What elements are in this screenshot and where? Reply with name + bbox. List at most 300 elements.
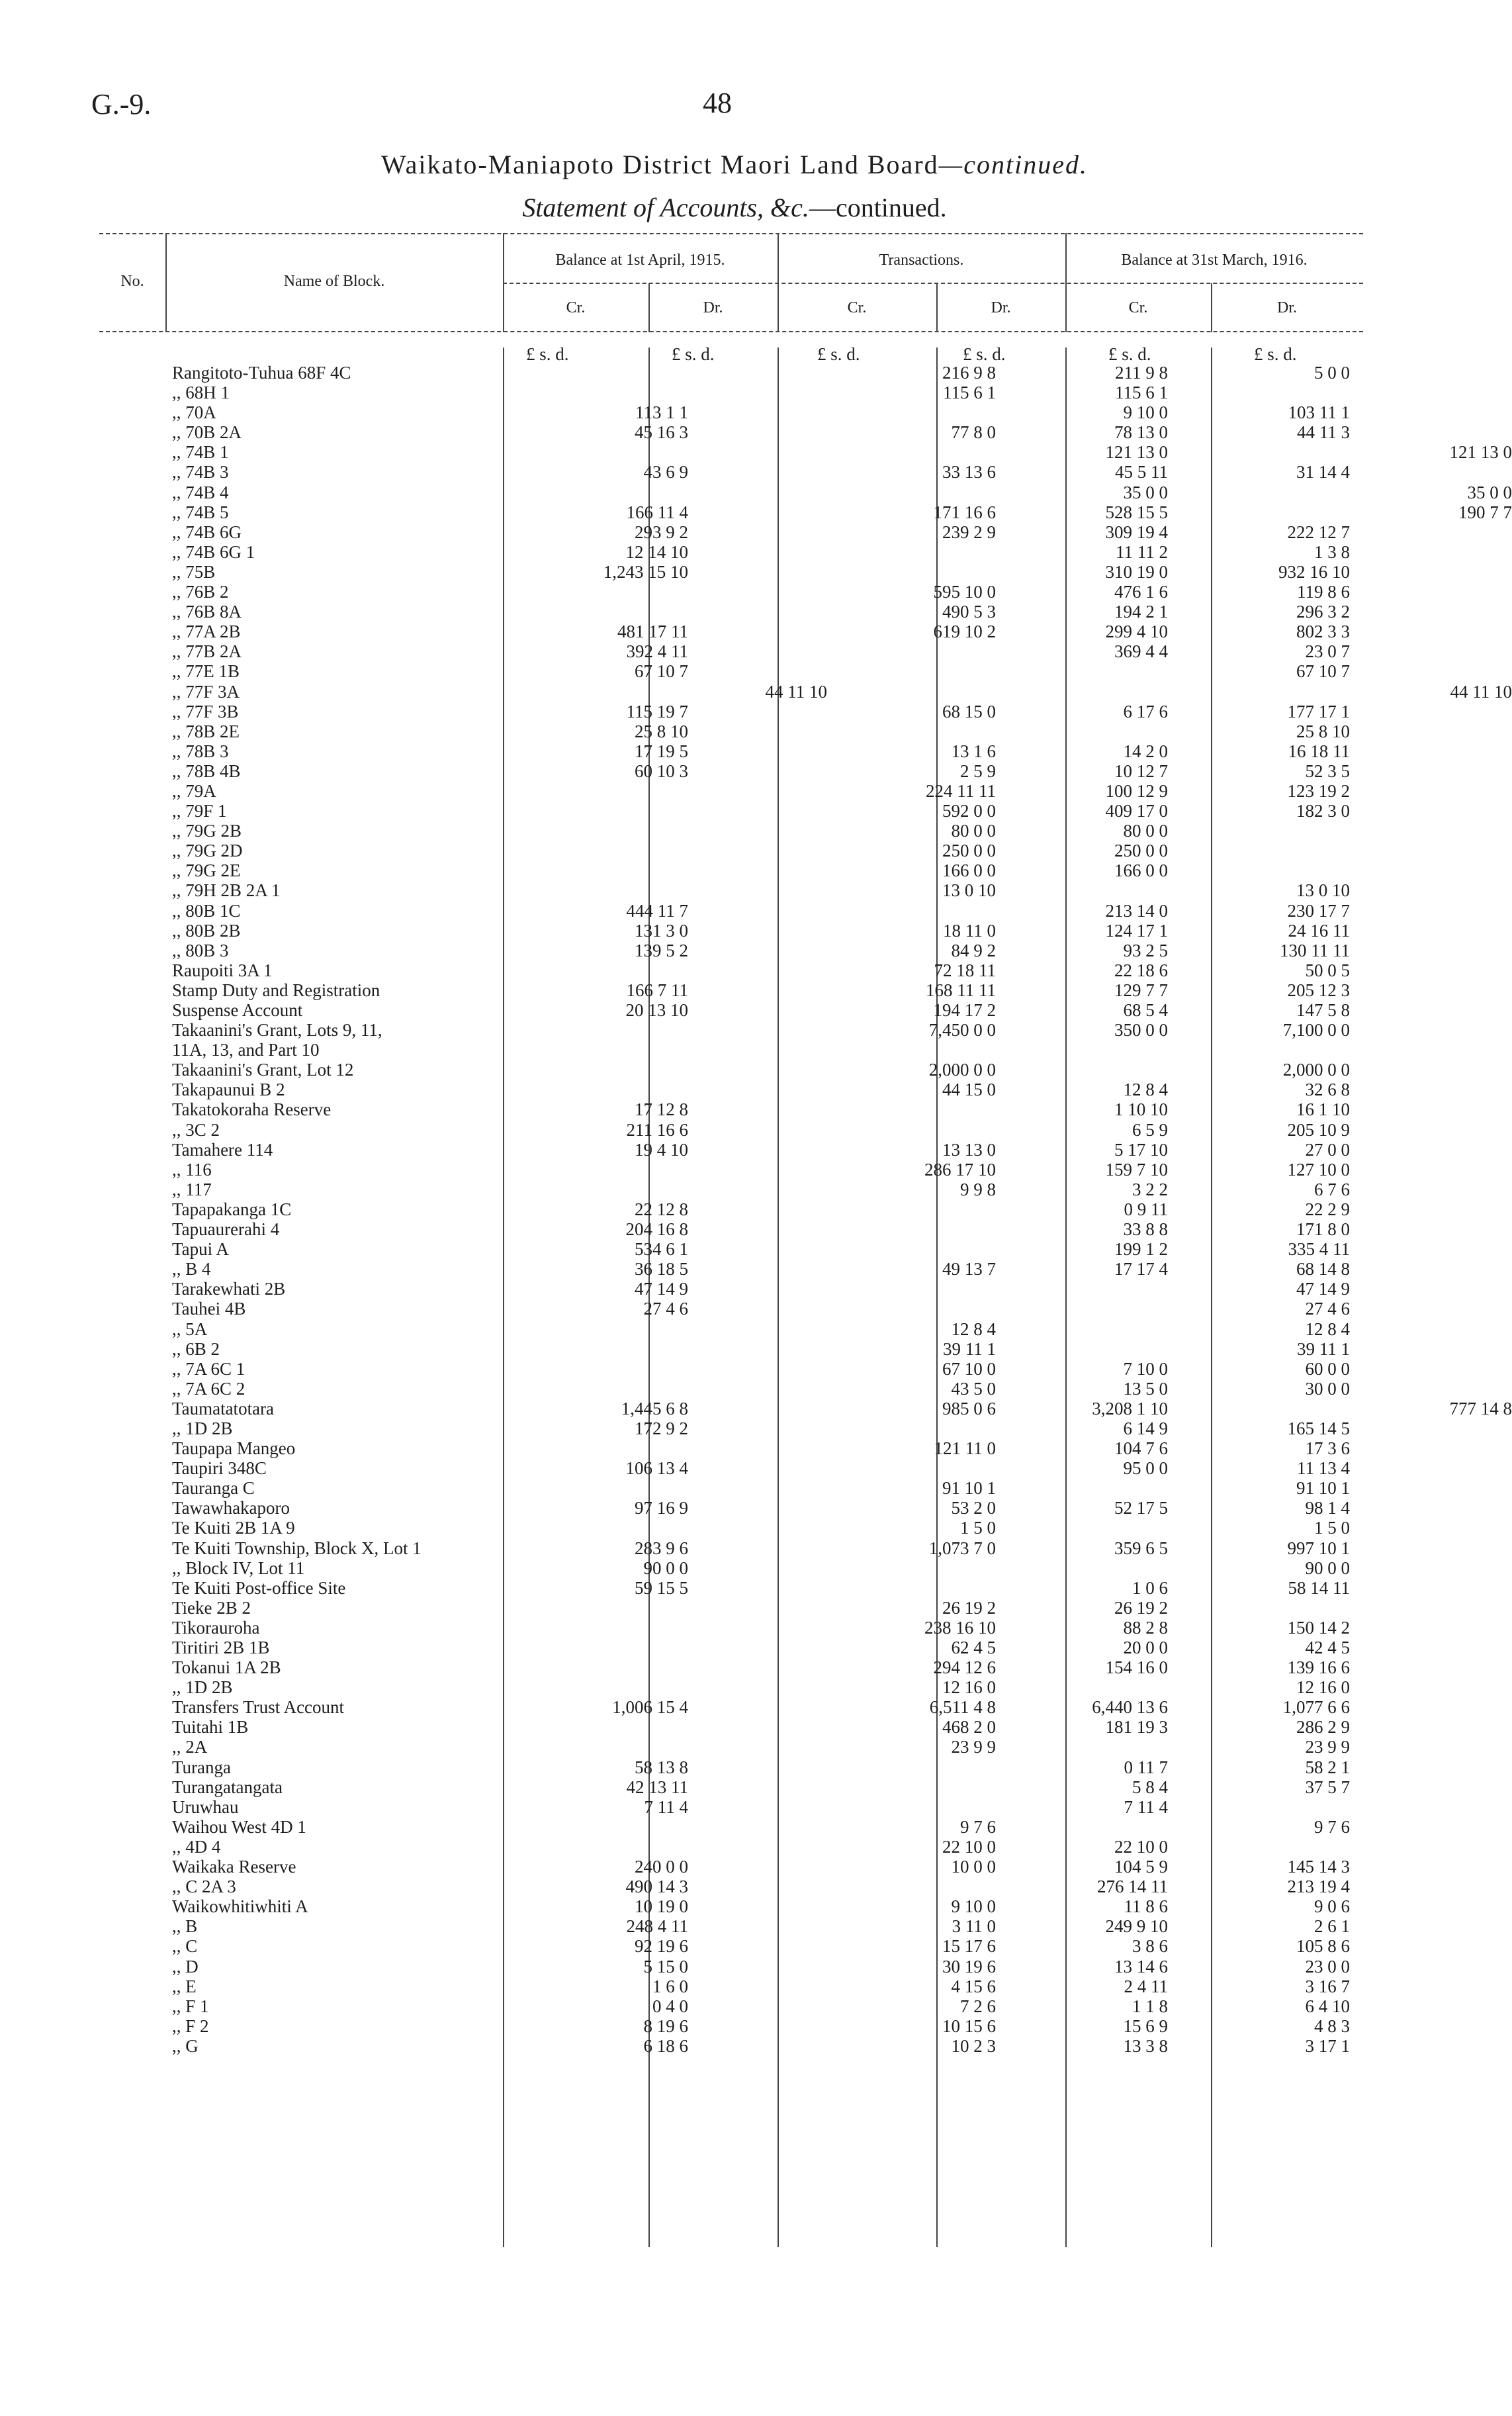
balance-1916-cr-cell: 12 8 4: [1305, 1319, 1350, 1339]
header-dr: Dr.: [703, 299, 723, 316]
table-row: [172, 741, 1363, 761]
transactions-cr-cell: 468 2 0: [942, 1717, 996, 1738]
transactions-dr-cell: 309 19 4: [1105, 522, 1168, 542]
header-transactions: Transactions.: [879, 252, 964, 269]
transactions-cr-cell: 10 0 0: [951, 1857, 996, 1877]
table-row: [172, 880, 1363, 900]
balance-1916-cr-cell: 145 14 3: [1287, 1857, 1350, 1877]
balance-1916-cr-cell: 2 6 1: [1314, 1916, 1350, 1937]
transactions-dr-cell: 250 0 0: [1114, 841, 1168, 861]
transactions-dr-cell: 17 17 4: [1114, 1259, 1168, 1279]
transactions-cr-cell: 2 5 9: [960, 761, 996, 781]
table-row: [172, 1837, 1363, 1857]
block-name: ,, 79F 1: [172, 801, 227, 821]
transactions-dr-cell: 6 17 6: [1123, 701, 1168, 721]
block-name: ,, 3C 2: [172, 1119, 220, 1140]
balance-1916-cr-cell: 30 0 0: [1305, 1378, 1350, 1399]
balance-1915-cr-cell: 166 11 4: [626, 502, 688, 522]
table-row: [172, 2016, 1363, 2036]
balance-1915-cr-cell: 0 4 0: [652, 1996, 688, 2016]
table-row: [172, 502, 1512, 522]
balance-1916-cr-cell: 103 11 1: [1288, 402, 1350, 423]
block-name: Rangitoto-Tuhua 68F 4C: [172, 363, 351, 383]
block-name: ,, E: [172, 1976, 197, 1996]
table-row: [172, 582, 1363, 602]
block-name: ,, 78B 4B: [172, 761, 241, 781]
balance-1916-cr-cell: 150 14 2: [1287, 1617, 1350, 1638]
balance-1916-cr-cell: 32 6 8: [1305, 1080, 1350, 1100]
table-row: [172, 841, 1363, 860]
transactions-dr-cell: 369 4 4: [1114, 641, 1168, 662]
transactions-cr-cell: 6,511 4 8: [929, 1697, 996, 1718]
units-label: £ s. d.: [526, 344, 569, 364]
transactions-dr-cell: 199 1 2: [1114, 1239, 1168, 1260]
transactions-dr-cell: 121 13 0: [1105, 442, 1168, 463]
transactions-dr-cell: 0 9 11: [1124, 1199, 1168, 1219]
table-row: [172, 1458, 1363, 1478]
table-row: [172, 1916, 1363, 1936]
balance-1916-cr-cell: 335 4 11: [1288, 1239, 1350, 1260]
transactions-dr-cell: 310 19 0: [1105, 561, 1168, 582]
transactions-dr-cell: 6 5 9: [1132, 1119, 1168, 1140]
table-row: [172, 1976, 1363, 1996]
table-row: [172, 482, 1512, 502]
transactions-cr-cell: 171 16 6: [933, 502, 996, 522]
transactions-dr-cell: 104 5 9: [1114, 1857, 1168, 1877]
balance-1915-cr-cell: 481 17 11: [617, 622, 688, 642]
transactions-dr-cell: 10 12 7: [1114, 761, 1168, 781]
balance-1915-cr-cell: 166 7 11: [626, 980, 688, 1000]
transactions-dr-cell: 276 14 11: [1097, 1877, 1168, 1897]
table-row: [172, 1199, 1363, 1219]
subtitle-suffix: —continued.: [809, 193, 947, 222]
block-name: ,, 79A: [172, 780, 216, 801]
table-row: [172, 422, 1363, 442]
table-row: [172, 1936, 1363, 1956]
transactions-cr-cell: 44 15 0: [942, 1080, 996, 1100]
block-name: ,, 74B 4: [172, 482, 229, 502]
balance-1916-cr-cell: 105 8 6: [1296, 1936, 1350, 1957]
block-name: ,, 5A: [172, 1319, 208, 1339]
block-name: ,, 74B 5: [172, 502, 229, 522]
balance-1916-cr-cell: 165 14 5: [1287, 1418, 1350, 1438]
transactions-dr-cell: 3 8 6: [1132, 1936, 1168, 1957]
balance-1915-cr-cell: 47 14 9: [635, 1279, 688, 1299]
balance-1916-cr-cell: 1 3 8: [1314, 541, 1350, 562]
transactions-cr-cell: 13 0 10: [942, 880, 996, 901]
balance-1916-cr-cell: 90 0 0: [1305, 1557, 1350, 1578]
balance-1915-cr-cell: 1,243 15 10: [603, 561, 688, 582]
table-row: [172, 1000, 1363, 1020]
block-name: ,, 74B 6G: [172, 522, 242, 542]
balance-1915-dr-cell: 44 11 10: [765, 681, 827, 702]
block-name: ,, 77E 1B: [172, 661, 240, 682]
block-name: Tapapakanga 1C: [172, 1199, 292, 1219]
balance-1915-cr-cell: 283 9 6: [635, 1538, 688, 1558]
table-row: [172, 1957, 1363, 1976]
transactions-cr-cell: 7,450 0 0: [928, 1020, 996, 1041]
transactions-cr-cell: 216 9 8: [942, 363, 996, 383]
table-row: [172, 1219, 1363, 1239]
table-row: [172, 641, 1363, 661]
balance-1916-cr-cell: 24 16 11: [1288, 920, 1350, 941]
block-name: ,, 68H 1: [172, 383, 230, 403]
balance-1916-cr-cell: 31 14 4: [1296, 462, 1350, 483]
balance-1916-cr-cell: 22 2 9: [1305, 1199, 1350, 1219]
units-label: £ s. d.: [1108, 344, 1151, 364]
block-name: Tamahere 114: [172, 1139, 273, 1160]
table-row: [172, 1657, 1363, 1677]
balance-1915-cr-cell: 444 11 7: [626, 900, 688, 921]
balance-1915-cr-cell: 19 4 10: [635, 1139, 688, 1160]
transactions-dr-cell: 409 17 0: [1105, 801, 1168, 821]
balance-1916-cr-cell: 177 17 1: [1287, 701, 1350, 721]
block-name: ,, 74B 3: [172, 462, 229, 483]
transactions-dr-cell: 1 1 8: [1132, 1996, 1168, 2016]
transactions-cr-cell: 490 5 3: [942, 602, 996, 622]
transactions-cr-cell: 18 11 0: [943, 920, 996, 941]
transactions-cr-cell: 10 15 6: [942, 2016, 996, 2036]
transactions-cr-cell: 23 9 9: [951, 1737, 996, 1757]
transactions-dr-cell: 52 17 5: [1114, 1498, 1168, 1518]
block-name: Tokanui 1A 2B: [172, 1657, 281, 1678]
balance-1916-cr-cell: 9 7 6: [1314, 1816, 1350, 1837]
balance-1916-cr-cell: 68 14 8: [1296, 1259, 1350, 1279]
transactions-dr-cell: 6 14 9: [1123, 1418, 1168, 1438]
transactions-cr-cell: 2,000 0 0: [928, 1060, 996, 1080]
block-name: ,, 1D 2B: [172, 1418, 233, 1438]
transactions-dr-cell: 80 0 0: [1123, 821, 1168, 841]
balance-1916-dr-cell: 44 11 10: [1450, 681, 1512, 702]
table-row: [172, 542, 1363, 562]
transactions-dr-cell: 35 0 0: [1123, 482, 1168, 502]
header-balance-1916: Balance at 31st March, 1916.: [1121, 252, 1308, 269]
balance-1916-cr-cell: 6 4 10: [1305, 1996, 1350, 2016]
transactions-cr-cell: 91 10 1: [942, 1478, 996, 1499]
balance-1916-cr-cell: 171 8 0: [1296, 1219, 1350, 1240]
table-row: [172, 1518, 1363, 1538]
transactions-cr-cell: 250 0 0: [942, 841, 996, 861]
balance-1915-cr-cell: 534 6 1: [635, 1239, 688, 1260]
block-name: ,, 74B 1: [172, 442, 229, 463]
balance-1915-cr-cell: 211 16 6: [626, 1119, 688, 1140]
table-row: [172, 1259, 1363, 1279]
transactions-dr-cell: 181 19 3: [1105, 1717, 1168, 1738]
balance-1915-cr-cell: 45 16 3: [635, 422, 688, 443]
balance-1915-cr-cell: 248 4 11: [626, 1916, 688, 1937]
block-name: ,, 79G 2B: [172, 821, 242, 841]
units-label: £ s. d.: [817, 344, 860, 364]
transactions-cr-cell: 10 2 3: [951, 2035, 996, 2056]
transactions-dr-cell: 68 5 4: [1123, 1000, 1168, 1020]
balance-1916-cr-cell: 182 3 0: [1296, 801, 1350, 821]
table-row: [172, 1817, 1363, 1837]
balance-1916-cr-cell: 12 16 0: [1296, 1677, 1350, 1698]
block-name: ,, 78B 2E: [172, 721, 240, 741]
transactions-cr-cell: 80 0 0: [951, 821, 996, 841]
block-name: ,, 77F 3A: [172, 681, 240, 702]
header-name-of-block: Name of Block.: [283, 273, 385, 290]
table-row: [172, 1180, 1363, 1199]
units-label: £ s. d.: [963, 344, 1006, 364]
table-row: [172, 1140, 1363, 1160]
balance-1916-cr-cell: 123 19 2: [1287, 780, 1350, 801]
table-row: [172, 721, 1363, 741]
table-row: [172, 1239, 1363, 1259]
block-name: Tieke 2B 2: [172, 1597, 251, 1618]
block-name: Taupiri 348C: [172, 1458, 267, 1479]
balance-1915-cr-cell: 7 11 4: [644, 1796, 688, 1817]
table-row: [172, 442, 1512, 463]
table-row: [172, 1757, 1363, 1777]
block-name: Tawawhakaporo: [172, 1498, 290, 1518]
table-row: [172, 1339, 1363, 1359]
table-row: [172, 1120, 1363, 1140]
balance-1915-cr-cell: 22 12 8: [635, 1199, 688, 1219]
transactions-cr-cell: 592 0 0: [942, 801, 996, 821]
transactions-dr-cell: 11 8 6: [1124, 1896, 1168, 1917]
transactions-dr-cell: 104 7 6: [1114, 1438, 1168, 1459]
block-name: Tauhei 4B: [172, 1299, 246, 1319]
transactions-cr-cell: 619 10 2: [933, 622, 996, 642]
transactions-dr-cell: 124 17 1: [1105, 920, 1168, 941]
transactions-dr-cell: 13 5 0: [1123, 1378, 1168, 1399]
block-name: ,, 80B 2B: [172, 920, 241, 941]
transactions-cr-cell: 33 13 6: [942, 462, 996, 483]
transactions-cr-cell: 26 19 2: [942, 1597, 996, 1618]
transactions-dr-cell: 166 0 0: [1114, 860, 1168, 881]
balance-1915-cr-cell: 27 4 6: [643, 1299, 688, 1319]
table-row: [172, 1040, 1363, 1060]
transactions-cr-cell: 9 9 8: [960, 1179, 996, 1199]
units-row: [510, 344, 1370, 364]
block-name: ,, D: [172, 1956, 199, 1976]
balance-1915-cr-cell: 58 13 8: [635, 1757, 688, 1777]
transactions-cr-cell: 9 10 0: [951, 1896, 996, 1917]
transactions-dr-cell: 213 14 0: [1105, 900, 1168, 921]
transactions-cr-cell: 43 5 0: [951, 1378, 996, 1399]
table-row: [172, 1877, 1363, 1896]
transactions-dr-cell: 45 5 11: [1115, 462, 1168, 483]
transactions-dr-cell: 26 19 2: [1114, 1597, 1168, 1618]
transactions-cr-cell: 84 9 2: [951, 940, 996, 960]
balance-1916-cr-cell: 147 5 8: [1296, 1000, 1350, 1020]
block-name: ,, 80B 3: [172, 940, 229, 960]
transactions-dr-cell: 13 14 6: [1114, 1956, 1168, 1976]
table-row: [172, 1996, 1363, 2016]
transactions-cr-cell: 985 0 6: [942, 1398, 996, 1418]
transactions-dr-cell: 129 7 7: [1114, 980, 1168, 1000]
balance-1916-cr-cell: 7,100 0 0: [1282, 1020, 1350, 1041]
header-cr: Cr.: [847, 299, 867, 316]
block-name: Raupoiti 3A 1: [172, 960, 273, 980]
balance-1915-cr-cell: 293 9 2: [635, 522, 688, 542]
transactions-dr-cell: 14 2 0: [1123, 741, 1168, 761]
subtitle-main: Statement of Accounts, &c.: [522, 193, 809, 222]
block-name: ,, 77F 3B: [172, 701, 239, 721]
transactions-dr-cell: 78 13 0: [1114, 422, 1168, 443]
balance-1915-cr-cell: 17 12 8: [635, 1099, 688, 1120]
table-row: [172, 1319, 1363, 1339]
balance-1916-cr-cell: 802 3 3: [1296, 622, 1350, 642]
balance-1916-cr-cell: 205 10 9: [1287, 1119, 1350, 1140]
table-header: [99, 233, 1363, 332]
header-dr: Dr.: [991, 299, 1011, 316]
transactions-cr-cell: 49 13 7: [942, 1259, 996, 1279]
transactions-cr-cell: 22 10 0: [942, 1836, 996, 1857]
balance-1916-cr-cell: 119 8 6: [1297, 582, 1350, 602]
block-name: Turangatangata: [172, 1777, 283, 1797]
balance-1915-cr-cell: 1 6 0: [652, 1976, 688, 1996]
block-name: ,, 79G 2E: [172, 860, 241, 881]
balance-1916-cr-cell: 27 4 6: [1305, 1299, 1350, 1319]
transactions-dr-cell: 33 8 8: [1123, 1219, 1168, 1240]
transactions-dr-cell: 22 10 0: [1114, 1836, 1168, 1857]
transactions-cr-cell: 121 11 0: [934, 1438, 996, 1459]
transactions-dr-cell: 0 11 7: [1124, 1757, 1168, 1777]
title-suffix: —continued.: [938, 150, 1088, 179]
table-row: [172, 1598, 1363, 1618]
transactions-dr-cell: 12 8 4: [1123, 1080, 1168, 1100]
block-name: ,, 4D 4: [172, 1836, 221, 1857]
transactions-dr-cell: 154 16 0: [1105, 1657, 1168, 1678]
transactions-dr-cell: 115 6 1: [1115, 383, 1168, 403]
transactions-cr-cell: 595 10 0: [933, 582, 996, 602]
balance-1916-cr-cell: 25 8 10: [1296, 721, 1350, 741]
balance-1916-cr-cell: 17 3 6: [1305, 1438, 1350, 1459]
balance-1915-cr-cell: 67 10 7: [635, 661, 688, 682]
transactions-cr-cell: 13 13 0: [942, 1139, 996, 1160]
balance-1916-cr-cell: 67 10 7: [1296, 661, 1350, 682]
balance-1916-cr-cell: 58 2 1: [1305, 1757, 1350, 1777]
transactions-dr-cell: 11 11 2: [1116, 541, 1168, 562]
block-name: ,, 1D 2B: [172, 1677, 233, 1698]
balance-1915-cr-cell: 6 18 6: [643, 2035, 688, 2056]
table-row: [172, 1299, 1363, 1319]
balance-1915-cr-cell: 204 16 8: [625, 1219, 688, 1240]
transactions-dr-cell: 299 4 10: [1105, 622, 1168, 642]
block-name: Waikaka Reserve: [172, 1857, 296, 1877]
block-name: Taumatatotara: [172, 1398, 275, 1418]
balance-1916-cr-cell: 44 11 3: [1297, 422, 1350, 443]
transactions-dr-cell: 249 9 10: [1105, 1916, 1168, 1937]
block-name: ,, G: [172, 2035, 199, 2056]
block-name: ,, 76B 8A: [172, 602, 242, 622]
transactions-cr-cell: 4 15 6: [951, 1976, 996, 1996]
balance-1916-cr-cell: 139 16 6: [1287, 1657, 1350, 1678]
transactions-cr-cell: 166 0 0: [942, 860, 996, 881]
table-row: [172, 1478, 1363, 1498]
block-name: ,, C: [172, 1936, 198, 1957]
balance-1915-cr-cell: 106 13 4: [625, 1458, 688, 1479]
transactions-cr-cell: 286 17 10: [924, 1159, 996, 1180]
balance-1915-cr-cell: 5 15 0: [643, 1956, 688, 1976]
transactions-dr-cell: 3 2 2: [1132, 1179, 1168, 1199]
units-label: £ s. d.: [1254, 344, 1297, 364]
transactions-cr-cell: 53 2 0: [951, 1498, 996, 1518]
block-name: ,, 75B: [172, 561, 216, 582]
balance-1916-cr-cell: 91 10 1: [1296, 1478, 1350, 1499]
table-row: [172, 383, 1363, 402]
transactions-dr-cell: 1 0 6: [1132, 1577, 1168, 1598]
balance-1915-cr-cell: 139 5 2: [635, 940, 688, 960]
table-row: [172, 402, 1363, 422]
block-name: Suspense Account: [172, 1000, 303, 1020]
transactions-dr-cell: 7 10 0: [1123, 1358, 1168, 1379]
transactions-dr-cell: 6,440 13 6: [1092, 1697, 1168, 1718]
balance-1916-cr-cell: 932 16 10: [1278, 561, 1350, 582]
block-name: Te Kuiti Township, Block X, Lot 1: [172, 1538, 422, 1558]
transactions-cr-cell: 194 17 2: [933, 1000, 996, 1020]
block-name: ,, B 4: [172, 1259, 211, 1279]
balance-1916-cr-cell: 230 17 7: [1287, 900, 1350, 921]
balance-1916-cr-cell: 2,000 0 0: [1282, 1060, 1350, 1080]
transactions-cr-cell: 239 2 9: [942, 522, 996, 542]
table-row: [172, 941, 1363, 960]
block-name: ,, 79G 2D: [172, 841, 243, 861]
balance-1916-cr-cell: 47 14 9: [1296, 1279, 1350, 1299]
transactions-dr-cell: 22 18 6: [1114, 960, 1168, 980]
block-name: ,, 76B 2: [172, 582, 229, 602]
header-balance-1915: Balance at 1st April, 1915.: [555, 252, 725, 269]
transactions-dr-cell: 476 1 6: [1114, 582, 1168, 602]
balance-1916-cr-cell: 4 8 3: [1314, 2016, 1350, 2036]
transactions-cr-cell: 30 19 6: [942, 1956, 996, 1976]
table-row: [172, 1359, 1363, 1379]
balance-1916-cr-cell: 16 18 11: [1288, 741, 1350, 761]
balance-1916-cr-cell: 52 3 5: [1305, 761, 1350, 781]
block-name: ,, F 2: [172, 2016, 209, 2036]
balance-1916-cr-cell: 13 0 10: [1296, 880, 1350, 901]
balance-1916-cr-cell: 39 11 1: [1297, 1338, 1350, 1359]
table-row: [172, 1558, 1363, 1578]
block-name: ,, 77B 2A: [172, 641, 242, 662]
block-name: Turanga: [172, 1757, 232, 1777]
transactions-dr-cell: 88 2 8: [1123, 1617, 1168, 1638]
balance-1916-cr-cell: 27 0 0: [1305, 1139, 1350, 1160]
balance-1916-dr-cell: 777 14 8: [1449, 1398, 1512, 1418]
transactions-cr-cell: 1,073 7 0: [928, 1538, 996, 1558]
block-name: ,, 116: [172, 1159, 212, 1180]
balance-1915-cr-cell: 43 6 9: [643, 462, 688, 483]
transactions-cr-cell: 238 16 10: [924, 1617, 996, 1638]
transactions-cr-cell: 12 16 0: [942, 1677, 996, 1698]
block-name: Waikowhitiwhiti A: [172, 1896, 308, 1917]
balance-1915-cr-cell: 10 19 0: [635, 1896, 688, 1917]
block-name: Tuitahi 1B: [172, 1717, 249, 1738]
block-name: ,, 7A 6C 2: [172, 1378, 245, 1399]
block-name: Transfers Trust Account: [172, 1697, 345, 1718]
document-subtitle: [0, 192, 1469, 223]
table-row: [172, 681, 1512, 702]
transactions-dr-cell: 359 6 5: [1114, 1538, 1168, 1558]
transactions-cr-cell: 39 11 1: [943, 1338, 996, 1359]
title-main: Waikato-Maniapoto District Maori Land Board: [381, 150, 939, 179]
transactions-cr-cell: 1 5 0: [960, 1518, 996, 1538]
transactions-dr-cell: 350 0 0: [1114, 1020, 1168, 1041]
balance-1915-cr-cell: 8 19 6: [643, 2016, 688, 2036]
transactions-dr-cell: 20 0 0: [1123, 1638, 1168, 1657]
balance-1915-cr-cell: 42 13 11: [626, 1777, 688, 1797]
table-body: [172, 363, 1512, 2056]
balance-1916-cr-cell: 222 12 7: [1287, 522, 1350, 542]
block-name: Tapuaurerahi 4: [172, 1219, 280, 1240]
balance-1916-cr-cell: 9 0 6: [1314, 1896, 1350, 1917]
transactions-cr-cell: 15 17 6: [942, 1936, 996, 1957]
transactions-cr-cell: 168 11 11: [926, 980, 996, 1000]
balance-1915-cr-cell: 115 19 7: [626, 701, 688, 721]
transactions-cr-cell: 9 7 6: [960, 1816, 996, 1837]
